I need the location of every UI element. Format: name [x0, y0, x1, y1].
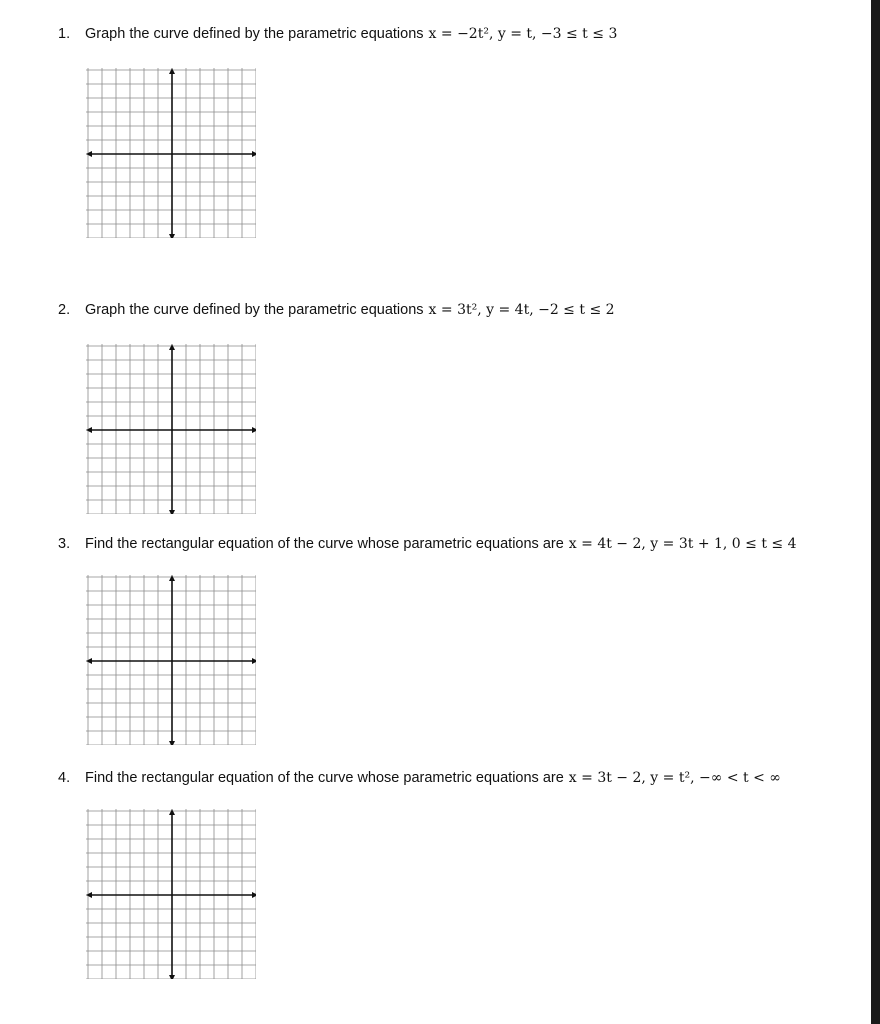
arrow-down-icon: [169, 510, 175, 514]
problem-equation: x = −2t², y = t, −3 ≤ t ≤ 3: [428, 26, 618, 42]
problem-number: 3.: [58, 536, 71, 552]
arrow-down-icon: [169, 975, 175, 979]
problem-prompt: [58, 301, 858, 319]
arrow-right-icon: [252, 151, 256, 157]
problem-equation: x = 4t − 2, y = 3t + 1, 0 ≤ t ≤ 4: [568, 536, 797, 552]
arrow-down-icon: [169, 741, 175, 745]
arrow-up-icon: [169, 68, 175, 74]
problem-2: [58, 301, 858, 319]
problem-text: Graph the curve defined by the parametric equations: [85, 26, 424, 42]
arrow-left-icon: [86, 151, 92, 157]
problem-equation: x = 3t − 2, y = t², −∞ < t < ∞: [568, 770, 781, 786]
coordinate-grid[interactable]: [84, 573, 256, 745]
problem-text: Find the rectangular equation of the curve whose parametric equations are: [85, 536, 564, 552]
problem-number: 2.: [58, 302, 71, 318]
arrow-left-icon: [86, 427, 92, 433]
arrow-left-icon: [86, 658, 92, 664]
arrow-right-icon: [252, 658, 256, 664]
problem-number: 1.: [58, 26, 71, 42]
arrow-left-icon: [86, 892, 92, 898]
problem-4: [58, 769, 858, 787]
arrow-up-icon: [169, 575, 175, 581]
arrow-down-icon: [169, 234, 175, 238]
coordinate-grid[interactable]: [84, 66, 256, 238]
arrow-right-icon: [252, 892, 256, 898]
problem-prompt: [58, 769, 858, 787]
problem-equation: x = 3t², y = 4t, −2 ≤ t ≤ 2: [428, 302, 615, 318]
arrow-up-icon: [169, 344, 175, 350]
problem-text: Graph the curve defined by the parametric equations: [85, 302, 424, 318]
problem-prompt: [58, 535, 858, 553]
problem-3: [58, 535, 858, 553]
problem-1: [58, 25, 858, 43]
coordinate-grid[interactable]: [84, 342, 256, 514]
arrow-up-icon: [169, 809, 175, 815]
page-edge: [871, 0, 880, 1024]
coordinate-grid[interactable]: [84, 807, 256, 979]
arrow-right-icon: [252, 427, 256, 433]
problem-number: 4.: [58, 770, 71, 786]
problem-text: Find the rectangular equation of the curve whose parametric equations are: [85, 770, 564, 786]
problem-prompt: [58, 25, 858, 43]
